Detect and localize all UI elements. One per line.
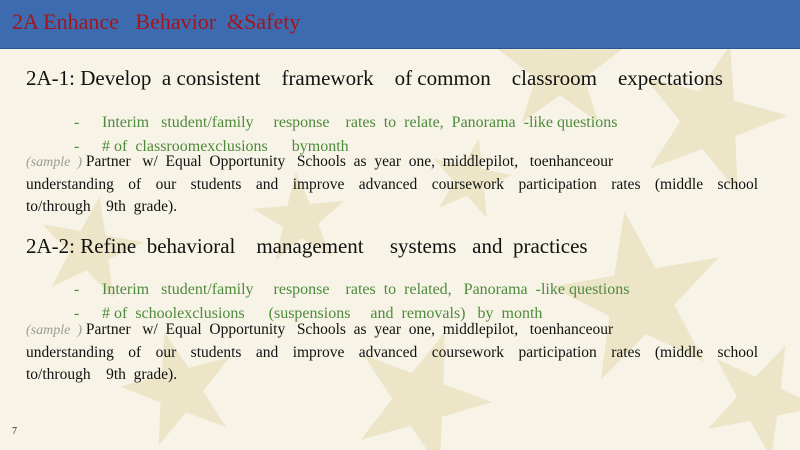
sample-label: (sample [26, 323, 71, 338]
sample-label: (sample [26, 155, 71, 170]
section-heading-2a-1: 2A-1: Develop a consistent framework of common classroom expectations [26, 66, 723, 90]
sample-label-close: ) [70, 155, 82, 170]
bullet-text: # of schoolexclusions (suspensions and removals) by month [102, 305, 543, 322]
paragraph-line: understanding of our students and improve advanced coursework participation rates (middle school [26, 344, 758, 361]
bullet-text: Interim student/family response rates to relate, Panorama -like questions [102, 114, 618, 131]
bullet-marker: - [74, 305, 80, 322]
paragraph-text: Partner w/ Equal Opportunity Schools as year one, middlepilot, toenhanceour [85, 153, 614, 170]
paragraph-line: understanding of our students and improve advanced coursework participation rates (middle school [26, 176, 758, 193]
bullet-marker: - [74, 281, 80, 298]
title-banner [0, 0, 800, 49]
page-number: 7 [12, 426, 17, 437]
paragraph-line: to/through 9th grade). [26, 198, 178, 215]
paragraph-text: Partner w/ Equal Opportunity Schools as year one, middlepilot, toenhanceour [85, 321, 614, 338]
sample-paragraph [26, 319, 758, 386]
paragraph-line: to/through 9th grade). [26, 366, 178, 383]
slide-title: 2A Enhance Behavior &Safety [12, 9, 301, 34]
bullet-text: # of classroomexclusions bymonth [102, 138, 349, 155]
section-heading-2a-2: 2A-2: Refine behavioral management systems and practices [26, 234, 588, 258]
paragraph-line [26, 319, 758, 342]
sample-label-close: ) [70, 323, 82, 338]
bullet-marker: - [74, 114, 80, 131]
paragraph-line [26, 151, 758, 174]
sample-paragraph [26, 151, 758, 218]
bullet-text: Interim student/family response rates to related, Panorama -like questions [102, 281, 630, 298]
bullet-marker: - [74, 138, 80, 155]
